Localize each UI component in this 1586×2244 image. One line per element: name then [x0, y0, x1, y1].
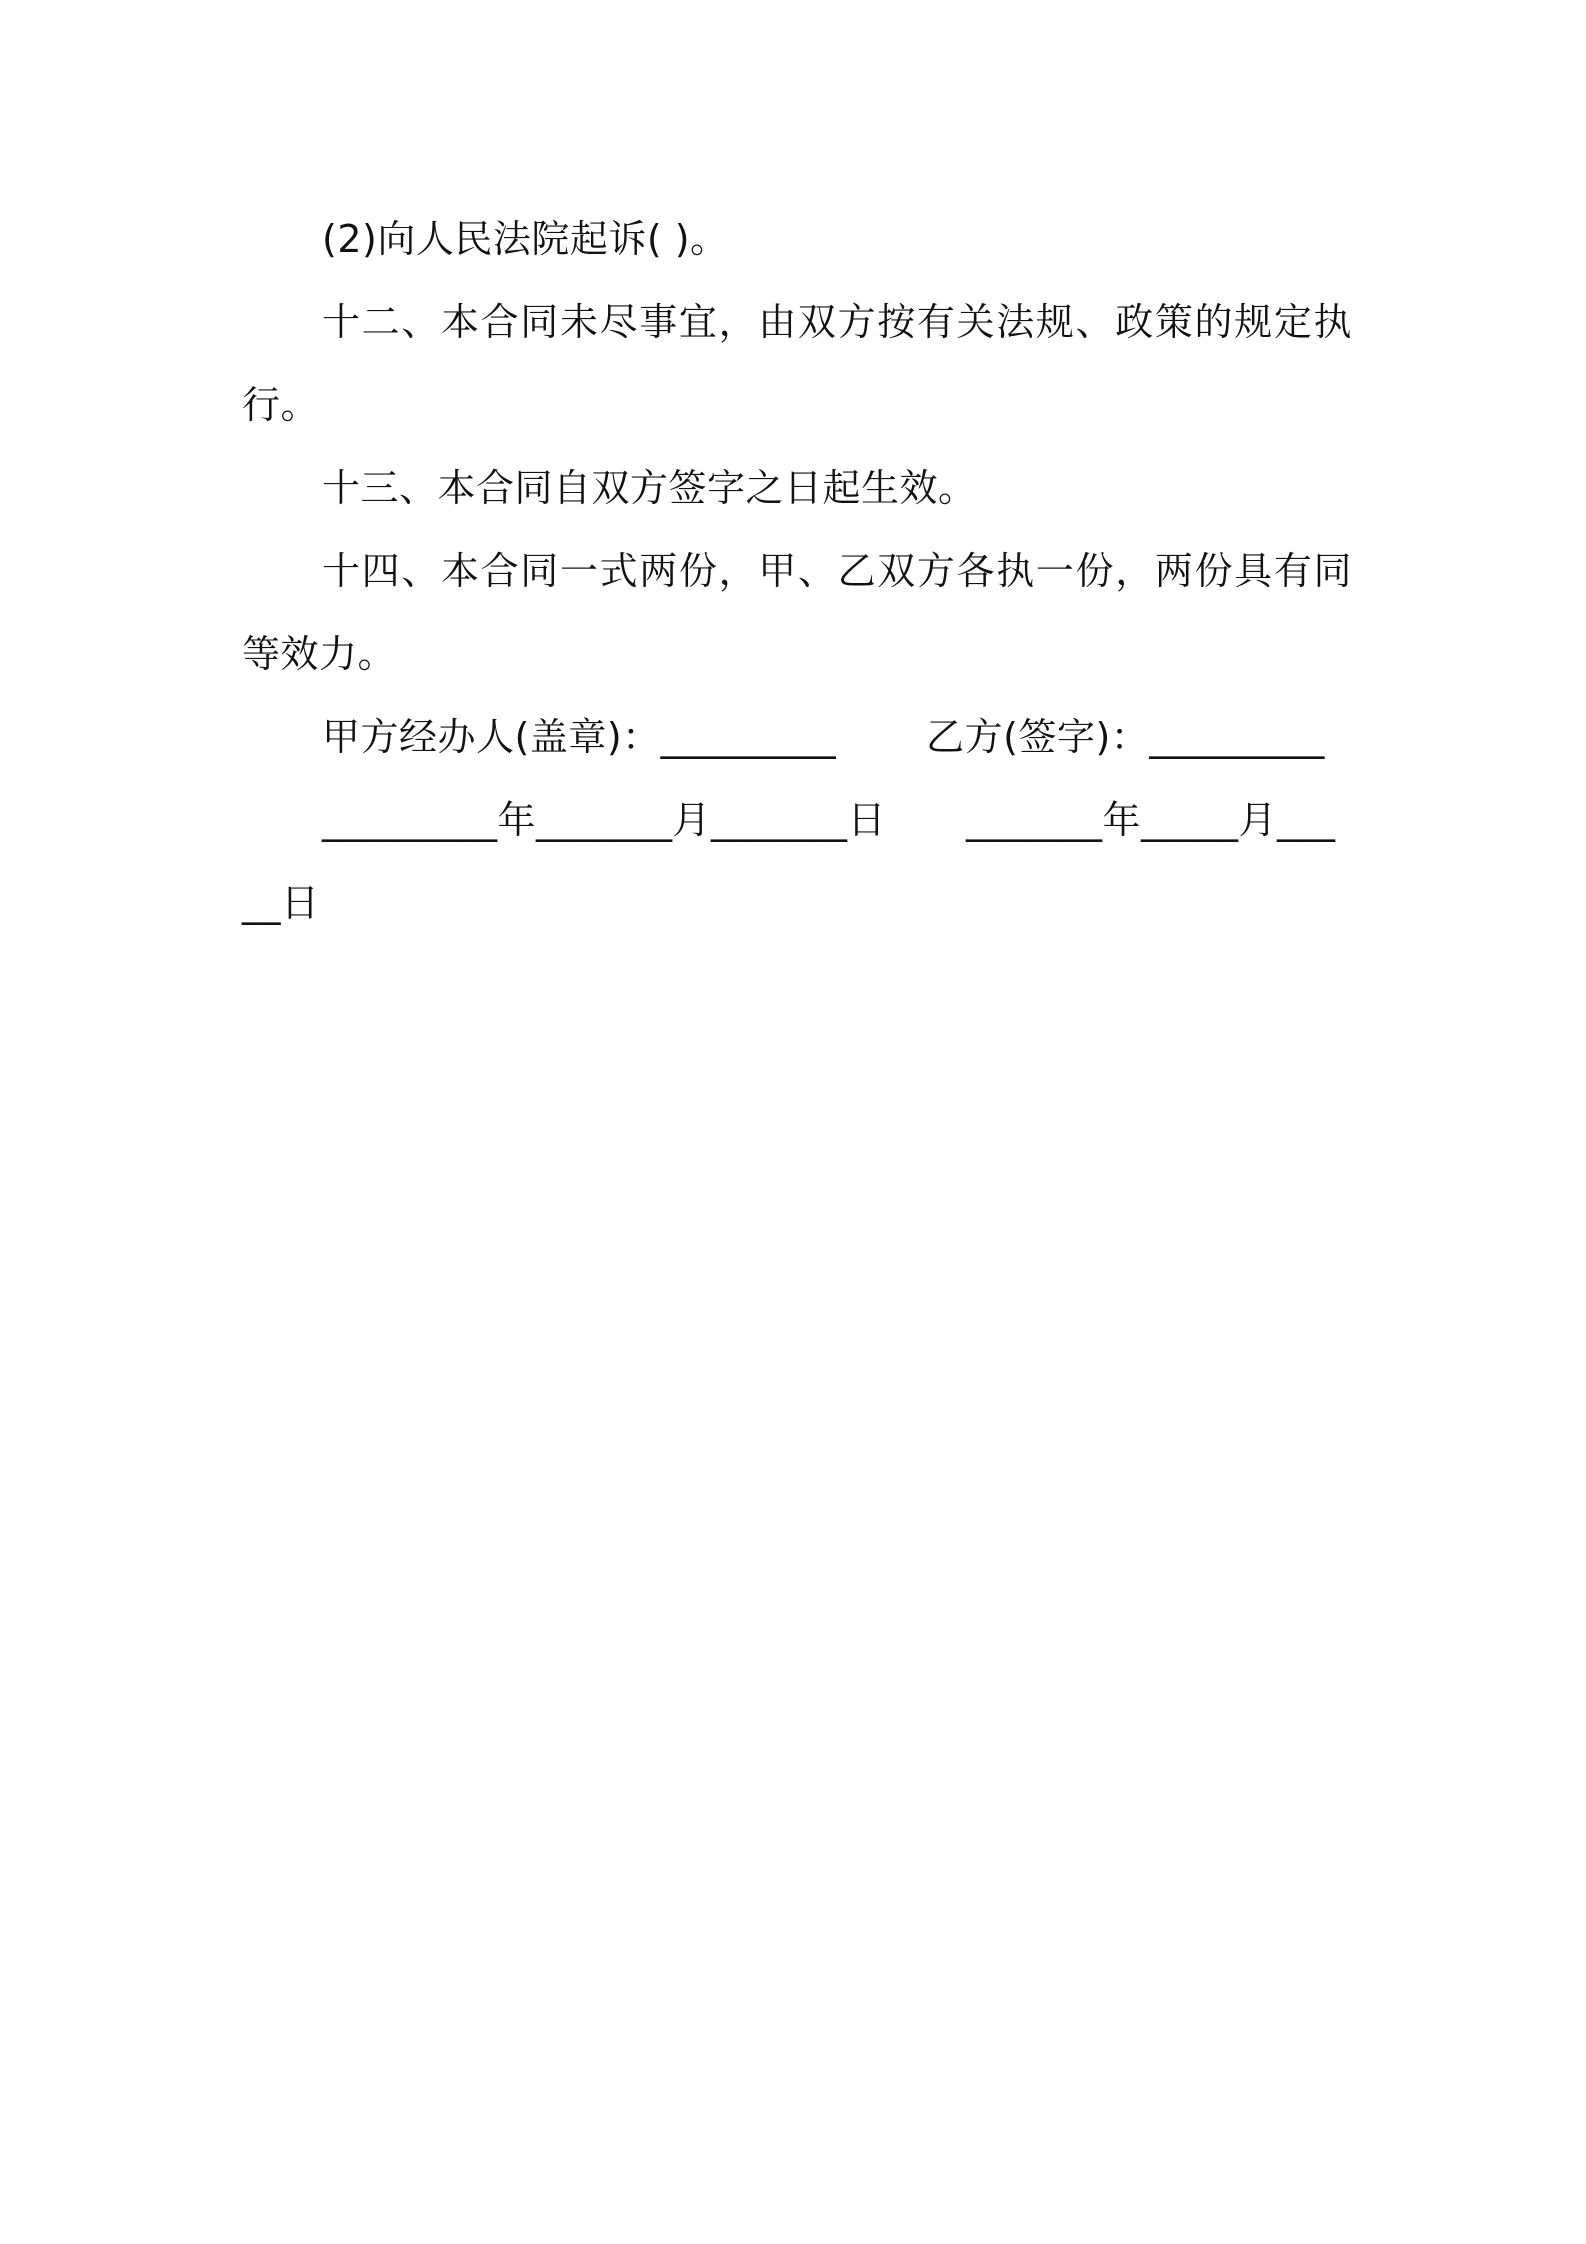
party-b-signature: 乙方(签字)：_________ [926, 715, 1325, 759]
signature-row [242, 696, 1352, 779]
clause-thirteen: 十三、本合同自双方签字之日起生效。 [322, 466, 977, 510]
date-row [242, 779, 1352, 945]
clause-fourteen: 十四、本合同一式两份，甲、乙双方各执一份，两份具有同等效力。 [242, 549, 1352, 676]
party-b-date: _______年_____月_____日 [242, 798, 1336, 925]
clause-lawsuit: (2)向人民法院起诉( )。 [322, 217, 729, 261]
party-a-signature: 甲方经办人(盖章)：_________ [322, 715, 837, 759]
contract-body [242, 198, 1352, 945]
party-a-date: _________年_______月_______日 [322, 798, 887, 842]
clause-twelve: 十二、本合同未尽事宜，由双方按有关法规、政策的规定执行。 [242, 300, 1352, 427]
